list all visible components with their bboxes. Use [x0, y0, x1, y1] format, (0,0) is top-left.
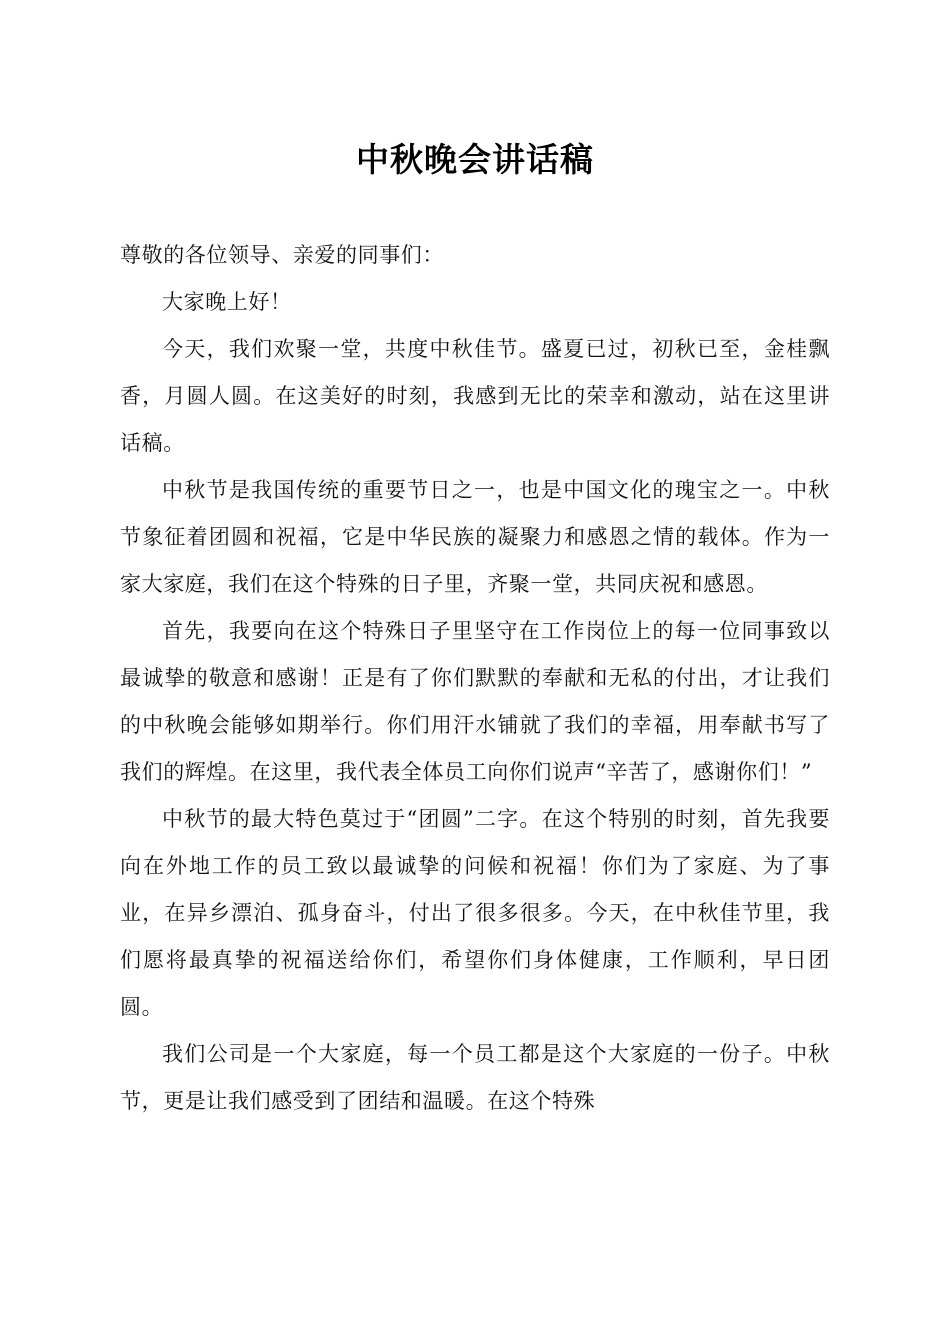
paragraph: 中秋节的最大特色莫过于“团圆”二字。在这个特别的时刻，首先我要向在外地工作的员工致以最诚挚的问候和祝福！你们为了家庭、为了事业，在异乡漂泊、孤身奋斗，付出了很多很多。今天，在中秋佳节里，我们愿将最真挚的祝福送给你们，希望你们身体健康，工作顺利，早日团圆。 [120, 807, 830, 1019]
paragraph: 我们公司是一个大家庭，每一个员工都是这个大家庭的一份子。中秋节，更是让我们感受到了团结和温暖。在这个特殊 [120, 1042, 830, 1113]
document-title: 中秋晚会讲话稿 [356, 140, 594, 179]
document-body [120, 232, 830, 1125]
paragraph: 今天，我们欢聚一堂，共度中秋佳节。盛夏已过，初秋已至，金桂飘香，月圆人圆。在这美好的时刻，我感到无比的荣幸和激动，站在这里讲话稿。 [120, 337, 830, 455]
paragraph: 中秋节是我国传统的重要节日之一，也是中国文化的瑰宝之一。中秋节象征着团圆和祝福，它是中华民族的凝聚力和感恩之情的载体。作为一家大家庭，我们在这个特殊的日子里，齐聚一堂，共同庆祝和感恩。 [120, 478, 830, 596]
paragraph: 首先，我要向在这个特殊日子里坚守在工作岗位上的每一位同事致以最诚挚的敬意和感谢！正是有了你们默默的奉献和无私的付出，才让我们的中秋晚会能够如期举行。你们用汗水铺就了我们的幸福，用奉献书写了我们的辉煌。在这里，我代表全体员工向你们说声“辛苦了，感谢你们！” [120, 619, 830, 784]
paragraph-greeting: 大家晚上好！ [162, 290, 292, 314]
salutation: 尊敬的各位领导、亲爱的同事们： [120, 243, 444, 267]
